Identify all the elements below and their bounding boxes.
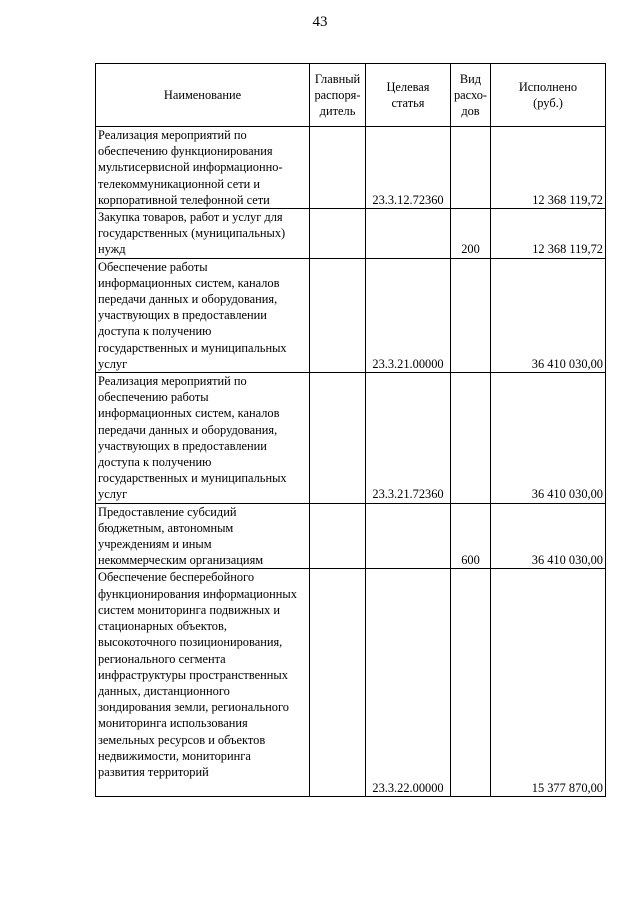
row-name-line: мониторинга использования (98, 716, 248, 731)
row-name-line: информационных систем, каналов (98, 406, 280, 421)
row-amount: 12 368 119,72 (491, 127, 606, 209)
row-name-line: обеспечению работы (98, 390, 209, 405)
table-body (96, 127, 606, 797)
header-kind-line: расхо- (453, 87, 488, 102)
row-amount: 12 368 119,72 (491, 209, 606, 259)
header-manager-line: распоря- (314, 87, 361, 102)
table-row (96, 258, 606, 372)
table-row (96, 127, 606, 209)
row-target-code: 23.3.21.72360 (366, 373, 451, 504)
row-expense-kind: 600 (451, 503, 491, 569)
row-name-line: Предоставление субсидий (98, 504, 237, 519)
header-kind (451, 64, 491, 127)
page-number: 43 (312, 14, 328, 30)
row-manager (310, 127, 366, 209)
row-name-line: передачи данных и оборудования, (98, 422, 278, 437)
row-name-line: государственных и муниципальных (98, 471, 287, 486)
row-name-line: услуг (98, 356, 128, 371)
row-target-code (366, 209, 451, 259)
header-name: Наименование (96, 64, 310, 127)
row-name-line: участвующих в предоставлении (98, 438, 267, 453)
row-expense-kind (451, 373, 491, 504)
header-executed (491, 64, 606, 127)
row-name-line: развития территорий (98, 764, 209, 779)
row-name-line: данных, дистанционного (98, 683, 230, 698)
row-name-line: Закупка товаров, работ и услуг для (98, 210, 283, 225)
row-name-line (98, 780, 307, 796)
row-name-line: Обеспечение бесперебойного (98, 570, 255, 585)
row-name-line: участвующих в предоставлении (98, 308, 267, 323)
header-manager (310, 64, 366, 127)
row-name (96, 258, 310, 372)
row-name-line: некоммерческим организациям (98, 553, 264, 568)
row-name-line: инфраструктуры пространственных (98, 667, 288, 682)
header-target (366, 64, 451, 127)
table-header-row (96, 64, 606, 127)
header-manager-line: дитель (319, 104, 356, 119)
row-name-line: услуг (98, 487, 128, 502)
row-target-code: 23.3.22.00000 (366, 569, 451, 797)
row-name-line: телекоммуникационной сети и (98, 176, 260, 191)
row-name-line: зондирования земли, регионального (98, 700, 289, 715)
row-name-line: информационных систем, каналов (98, 275, 280, 290)
row-target-code (366, 503, 451, 569)
row-name (96, 373, 310, 504)
table-row (96, 569, 606, 797)
row-name (96, 503, 310, 569)
row-name-line: Обеспечение работы (98, 259, 208, 274)
row-name-line: функционирования информационных (98, 586, 297, 601)
row-manager (310, 258, 366, 372)
header-executed-line: (руб.) (533, 96, 563, 110)
row-name-line: высокоточного позиционирования, (98, 635, 283, 650)
row-name-line: обеспечению функционирования (98, 144, 273, 159)
header-kind-line: Вид (459, 71, 482, 86)
row-name-line: учреждениям и иным (98, 537, 212, 552)
row-name (96, 209, 310, 259)
row-target-code: 23.3.12.72360 (366, 127, 451, 209)
table-row (96, 209, 606, 259)
row-expense-kind (451, 569, 491, 797)
row-name-line: стационарных объектов, (98, 619, 227, 634)
table-row (96, 503, 606, 569)
row-name-line: государственных и муниципальных (98, 340, 287, 355)
row-manager (310, 569, 366, 797)
row-name-line: доступа к получению (98, 455, 212, 470)
row-name-line: недвижимости, мониторинга (98, 748, 251, 763)
row-expense-kind: 200 (451, 209, 491, 259)
row-amount: 15 377 870,00 (491, 569, 606, 797)
header-target-line: статья (391, 96, 425, 110)
row-manager (310, 209, 366, 259)
row-name (96, 127, 310, 209)
row-target-code: 23.3.21.00000 (366, 258, 451, 372)
row-name (96, 569, 310, 797)
row-expense-kind (451, 127, 491, 209)
row-name-line: передачи данных и оборудования, (98, 292, 278, 307)
row-name-line: корпоративной телефонной сети (98, 192, 270, 207)
header-manager-line: Главный (314, 71, 361, 86)
row-name-line: мультисервисной информационно- (98, 160, 283, 175)
row-name-line: земельных ресурсов и объектов (98, 732, 266, 747)
budget-table (95, 63, 606, 797)
row-name-line: систем мониторинга подвижных и (98, 602, 281, 617)
row-name-line: государственных (муниципальных) (98, 226, 286, 241)
row-expense-kind (451, 258, 491, 372)
table-row (96, 373, 606, 504)
row-manager (310, 503, 366, 569)
row-name-line: бюджетным, автономным (98, 520, 234, 535)
header-kind-line: дов (461, 104, 480, 119)
header-target-line: Целевая (386, 79, 430, 94)
row-amount: 36 410 030,00 (491, 503, 606, 569)
row-name-line: доступа к получению (98, 324, 212, 339)
header-executed-line: Исполнено (518, 79, 578, 94)
row-name-line: Реализация мероприятий по (98, 374, 247, 389)
row-manager (310, 373, 366, 504)
row-amount: 36 410 030,00 (491, 373, 606, 504)
row-amount: 36 410 030,00 (491, 258, 606, 372)
row-name-line: Реализация мероприятий по (98, 128, 247, 142)
row-name-line: нужд (98, 242, 126, 257)
row-name-line: регионального сегмента (98, 651, 226, 666)
